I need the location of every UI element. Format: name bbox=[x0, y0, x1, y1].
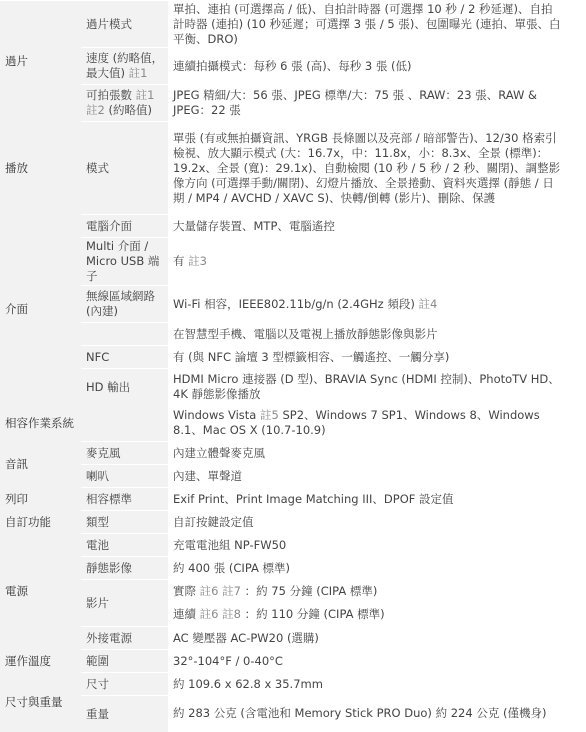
category-cell: 列印 bbox=[0, 488, 81, 511]
spec-label-text: 可拍張數 bbox=[86, 88, 132, 102]
table-row bbox=[0, 673, 566, 696]
footnote-ref[interactable]: 註1 bbox=[129, 66, 148, 80]
spec-label bbox=[81, 323, 168, 346]
spec-value: 連續拍攝模式：每秒 6 張 (高)、每秒 3 張 (低) bbox=[168, 48, 566, 85]
table-row bbox=[0, 405, 566, 442]
table-row bbox=[0, 696, 566, 732]
category-cell: 過片 bbox=[0, 1, 81, 122]
spec-value-text: Wi-Fi 相容，IEEE802.11b/g/n (2.4GHz 頻段) bbox=[173, 297, 415, 311]
table-row bbox=[0, 488, 566, 511]
spec-value: HDMI Micro 連接器 (D 型)、BRAVIA Sync (HDMI 控制)、PhotoTV HD、4K 靜態影像播放 bbox=[168, 369, 566, 406]
table-row bbox=[0, 122, 566, 215]
spec-label: 重量 bbox=[81, 696, 168, 732]
spec-value: 內建、單聲道 bbox=[168, 465, 566, 488]
spec-value-text: Windows Vista bbox=[173, 408, 260, 422]
table-row bbox=[0, 557, 566, 580]
spec-label bbox=[81, 48, 168, 85]
spec-label: 喇叭 bbox=[81, 465, 168, 488]
spec-value-text: 連續 bbox=[173, 607, 196, 621]
spec-label: HD 輸出 bbox=[81, 369, 168, 406]
spec-label: 靜態影像 bbox=[81, 557, 168, 580]
spec-value-text: 實際 bbox=[173, 584, 196, 598]
table-row bbox=[0, 627, 566, 650]
table-row bbox=[0, 323, 566, 346]
footnote-ref[interactable]: 註6 bbox=[200, 607, 219, 621]
table-row bbox=[0, 369, 566, 406]
spec-value: AC 變壓器 AC-PW20 (選購) bbox=[168, 627, 566, 650]
spec-value: 約 283 公克 (含電池和 Memory Stick PRO Duo) 約 224 公克 (僅機身) bbox=[168, 696, 566, 732]
table-row bbox=[0, 650, 566, 673]
spec-value: 內建立體聲麥克風 bbox=[168, 442, 566, 465]
spec-label: 尺寸 bbox=[81, 673, 168, 696]
category-cell: 電源 bbox=[0, 534, 81, 650]
table-row bbox=[0, 465, 566, 488]
table-row bbox=[0, 346, 566, 369]
spec-value: 自訂按鍵設定值 bbox=[168, 511, 566, 534]
table-row bbox=[0, 580, 566, 627]
spec-value-text: 有 bbox=[173, 254, 185, 268]
spec-value: 在智慧型手機、電腦以及電視上播放靜態影像與影片 bbox=[168, 323, 566, 346]
table-row bbox=[0, 238, 566, 286]
spec-value: 約 400 張 (CIPA 標準) bbox=[168, 557, 566, 580]
spec-value: 有 (與 NFC 論壇 3 型標籤相容、一觸遙控、一觸分享) bbox=[168, 346, 566, 369]
spec-label: 過片模式 bbox=[81, 1, 168, 48]
spec-label: 電腦介面 bbox=[81, 215, 168, 238]
footnote-ref[interactable]: 註5 bbox=[260, 408, 279, 422]
spec-value bbox=[168, 238, 566, 286]
spec-label: 類型 bbox=[81, 511, 168, 534]
spec-label: 無線區域網路 (內建) bbox=[81, 286, 168, 323]
table-row bbox=[0, 286, 566, 323]
spec-value bbox=[168, 580, 566, 627]
spec-value: 大量儲存裝置、MTP、電腦遙控 bbox=[168, 215, 566, 238]
spec-value: 充電電池組 NP-FW50 bbox=[168, 534, 566, 557]
spec-value: JPEG 精細/大：56 張、JPEG 標準/大：75 張 、RAW：23 張、RAW & JPEG：22 張 bbox=[168, 85, 566, 122]
category-cell: 自訂功能 bbox=[0, 511, 81, 534]
movie-continuous-line bbox=[173, 603, 564, 624]
spec-label: 影片 bbox=[81, 580, 168, 627]
spec-label-suffix: (約略值) bbox=[108, 103, 151, 117]
table-row bbox=[0, 511, 566, 534]
spec-value: 32°-104°F / 0-40°C bbox=[168, 650, 566, 673]
category-cell: 運作溫度 bbox=[0, 650, 81, 673]
footnote-ref[interactable]: 註7 bbox=[222, 584, 241, 598]
table-row bbox=[0, 1, 566, 48]
category-cell: 相容作業系統 bbox=[0, 405, 168, 442]
category-cell: 介面 bbox=[0, 215, 81, 406]
spec-label: 範圍 bbox=[81, 650, 168, 673]
spec-value-text: SP2、Windows 7 SP1、Windows 8、Windows 8.1、Mac OS X (10.7-10.9) bbox=[173, 408, 540, 437]
table-row bbox=[0, 442, 566, 465]
table-row bbox=[0, 85, 566, 122]
spec-value: 單拍、連拍 (可選擇高 / 低)、自拍計時器 (可選擇 10 秒 / 2 秒延遲)、自拍計時器 (連拍) (10 秒延遲；可選擇 3 張 / 5 張)、包圍曝光 (連拍、單張、白平衡、DRO) bbox=[168, 1, 566, 48]
spec-label: 電池 bbox=[81, 534, 168, 557]
spec-label-text: 速度 (約略值，最大值) bbox=[86, 51, 163, 80]
footnote-ref[interactable]: 註4 bbox=[418, 297, 437, 311]
spec-value bbox=[168, 405, 566, 442]
table-row bbox=[0, 215, 566, 238]
footnote-ref[interactable]: 註8 bbox=[222, 607, 241, 621]
spec-label: 相容標準 bbox=[81, 488, 168, 511]
spec-label: 模式 bbox=[81, 122, 168, 215]
spec-label: Multi 介面 / Micro USB 端子 bbox=[81, 238, 168, 286]
category-cell: 播放 bbox=[0, 122, 81, 215]
movie-actual-line bbox=[173, 582, 564, 603]
spec-value: 單張 (有或無拍攝資訊、YRGB 長條圖以及亮部 / 暗部警告)、12/30 格索引檢視、放大顯示模式 (大：16.7x，中：11.8x，小：8.3x、全景 (標準)：19.2x、全景 (寬)：29.1x)、自動檢閱 (10 秒 / 5 秒 / 2 秒、關閉)、調整影像方向 (可選擇手動/關閉)、幻燈片播放、全景捲動、資料夾選擇 (靜態 / 日期 / MP4 / AVCHD / XAVC S)、快轉/倒轉 (影片)、刪除、保護 bbox=[168, 122, 566, 215]
table-row bbox=[0, 48, 566, 85]
footnote-ref[interactable]: 註3 bbox=[188, 254, 207, 268]
category-cell: 尺寸與重量 bbox=[0, 673, 81, 732]
spec-value-text: ：約 75 分鐘 (CIPA 標準) bbox=[245, 584, 378, 598]
spec-label: 外接電源 bbox=[81, 627, 168, 650]
spec-label: NFC bbox=[81, 346, 168, 369]
spec-value: 約 109.6 x 62.8 x 35.7mm bbox=[168, 673, 566, 696]
footnote-ref[interactable]: 註2 bbox=[86, 103, 105, 117]
category-cell: 音訊 bbox=[0, 442, 81, 488]
footnote-ref[interactable]: 註1 bbox=[136, 88, 155, 102]
spec-label: 麥克風 bbox=[81, 442, 168, 465]
spec-label bbox=[81, 85, 168, 122]
table-row bbox=[0, 534, 566, 557]
spec-value bbox=[168, 286, 566, 323]
spec-value-text: ：約 110 分鐘 (CIPA 標準) bbox=[245, 607, 385, 621]
spec-value: Exif Print、Print Image Matching III、DPOF 設定值 bbox=[168, 488, 566, 511]
footnote-ref[interactable]: 註6 bbox=[200, 584, 219, 598]
